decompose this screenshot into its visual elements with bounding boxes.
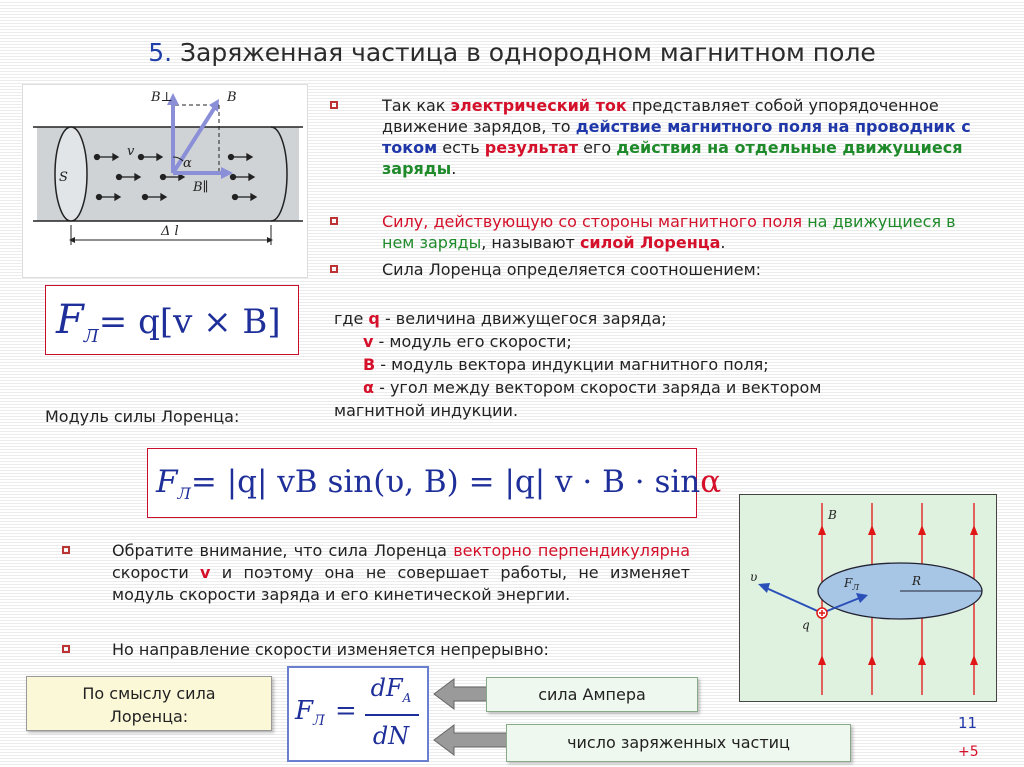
f2-alpha: α bbox=[700, 464, 722, 500]
b4-part1: Обратите внимание, что сила Лоренца bbox=[112, 541, 454, 560]
b2-part1: Силу, действующую со стороны магнитного поля bbox=[382, 212, 803, 231]
formula-lorentz-modulus bbox=[147, 448, 722, 518]
where-l2c: - модуль его скорости; bbox=[373, 332, 572, 351]
bullet-square-icon bbox=[330, 217, 338, 225]
modulus-label: Модуль силы Лоренца: bbox=[45, 407, 240, 426]
f3-denominator: dN bbox=[372, 722, 410, 750]
f1-force: F bbox=[56, 297, 84, 343]
where-line-3 bbox=[334, 353, 984, 376]
fig2-q-label: q bbox=[802, 618, 810, 632]
b1-part5: есть bbox=[437, 138, 485, 157]
where-block bbox=[334, 307, 984, 422]
where-line-1 bbox=[334, 307, 984, 330]
b1-part1: Так как bbox=[382, 96, 451, 115]
particles-count-label: число заряженных частиц bbox=[506, 724, 851, 762]
b5-text: Но направление скорости изменяется непрерывно: bbox=[112, 640, 549, 659]
f1-rhs: = q[v × B] bbox=[98, 302, 281, 342]
where-v: v bbox=[363, 332, 374, 351]
where-l1c: - величина движущегося заряда; bbox=[379, 309, 667, 328]
b3-text: Сила Лоренца определяется соотношением: bbox=[382, 260, 762, 279]
where-l4c: - угол между вектором скорости заряда и вектором bbox=[374, 378, 822, 397]
b2-lorentz-force: силой Лоренца bbox=[579, 233, 721, 252]
meaning-text: По смыслу сила Лоренца: bbox=[82, 684, 216, 726]
fig1-v-label: v bbox=[127, 144, 135, 159]
fig2-b-label: B bbox=[828, 508, 837, 522]
page-number: 11 bbox=[958, 714, 978, 732]
f2-part2: υ, B bbox=[385, 464, 447, 500]
b1-charges-action: действия на отдельные движущиеся заряды bbox=[382, 138, 963, 178]
fig2-f-label: $F_Л$ bbox=[844, 576, 860, 592]
formula-ampere-ratio: $F_Л$ = $dF_A$ dN bbox=[287, 666, 429, 762]
where-line-5: магнитной индукции. bbox=[334, 401, 519, 420]
bullet-square-icon bbox=[330, 101, 338, 109]
fig1-b-label: B bbox=[227, 90, 237, 105]
where-line-4 bbox=[334, 376, 984, 399]
fig1-b-par-label: B∥ bbox=[193, 180, 209, 195]
where-line-2 bbox=[334, 330, 984, 353]
b4-perpendicular: векторно перпендикулярна bbox=[453, 541, 691, 560]
b2-part2: на движущиеся в нем заряды bbox=[382, 212, 956, 252]
title-text: Заряженная частица в однородном магнитном поле bbox=[180, 38, 876, 67]
b1-result: результат bbox=[484, 138, 578, 157]
arrow-left-icon bbox=[432, 676, 492, 712]
fig2-r-label: R bbox=[912, 574, 922, 588]
where-alpha: α bbox=[363, 378, 374, 397]
page-title bbox=[0, 38, 1024, 67]
f3-numerator-sub: A bbox=[402, 690, 412, 705]
bullet-square-icon bbox=[62, 546, 70, 554]
fig1-s-label: S bbox=[59, 170, 68, 185]
fig1-dl-label: Δ l bbox=[161, 224, 179, 239]
page-extra: +5 bbox=[958, 744, 979, 760]
b2-period: . bbox=[720, 233, 726, 252]
f3-sub: Л bbox=[313, 713, 325, 730]
arrow-left-icon bbox=[432, 722, 512, 758]
f2-part1: = |q| vB sin( bbox=[190, 464, 386, 500]
b4-v: v bbox=[200, 563, 211, 582]
fig1-b-perp-label: B⊥ bbox=[151, 90, 173, 105]
where-q: q bbox=[368, 309, 380, 328]
meaning-box bbox=[26, 676, 272, 731]
b1-part7: его bbox=[577, 138, 617, 157]
b1-period: . bbox=[451, 159, 457, 178]
conductor-diagram bbox=[23, 85, 307, 277]
b1-electric-current: электрический ток bbox=[450, 96, 627, 115]
b4-part5: и поэтому она не совершает работы, не изменяет модуль скорости заряда и его кинетической энергии. bbox=[112, 563, 691, 604]
formula-lorentz-vector bbox=[45, 285, 299, 355]
f2-force: F bbox=[156, 464, 178, 500]
ampere-force-label: сила Ампера bbox=[486, 677, 698, 712]
where-b: B bbox=[363, 355, 376, 374]
b2-part3: , называют bbox=[481, 233, 580, 252]
circular-motion-diagram bbox=[740, 495, 996, 701]
b1-field-action: действие магнитного поля на проводник с током bbox=[382, 117, 971, 157]
f2-sub: Л bbox=[177, 484, 191, 504]
f1-sub: Л bbox=[83, 326, 99, 347]
fig2-v-label: υ bbox=[750, 570, 758, 584]
where-l1a: где bbox=[334, 309, 369, 328]
f2-part3: ) = |q| v · B · sin bbox=[446, 464, 701, 500]
where-l3c: - модуль вектора индукции магнитного поля; bbox=[375, 355, 769, 374]
conductor-figure bbox=[22, 84, 308, 278]
b4-part3: скорости bbox=[112, 563, 201, 582]
circular-motion-figure bbox=[739, 494, 997, 702]
b1-part3: представляет собой упорядоченное движение зарядов, то bbox=[382, 96, 939, 136]
f3-numerator: dF bbox=[370, 674, 403, 702]
fig1-alpha-label: α bbox=[183, 156, 192, 171]
bullet-square-icon bbox=[62, 645, 70, 653]
title-number: 5. bbox=[148, 38, 173, 67]
bullet-square-icon bbox=[330, 265, 338, 273]
f3-force: F bbox=[295, 696, 314, 726]
